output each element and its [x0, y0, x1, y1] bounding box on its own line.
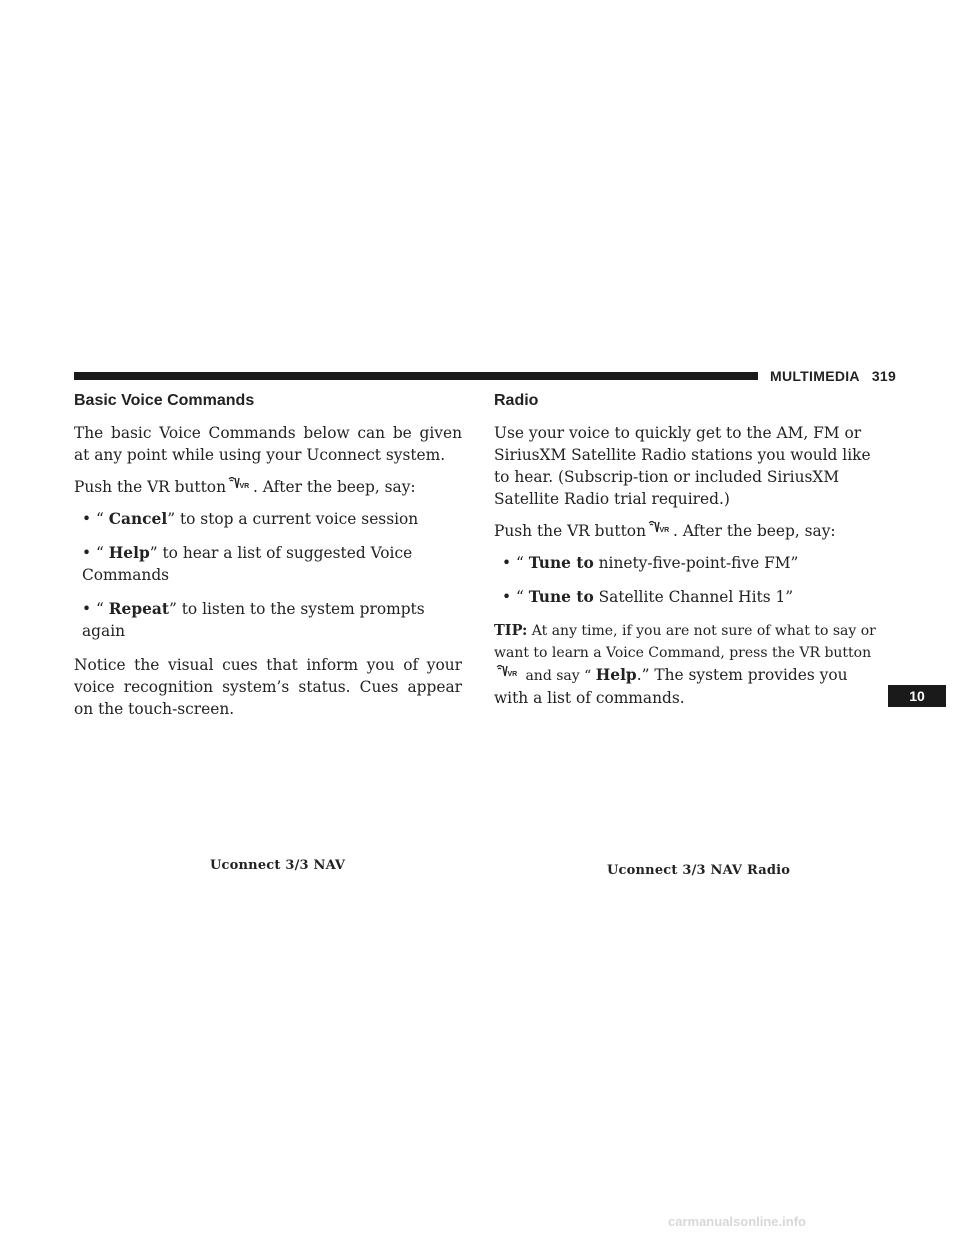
section-tab: 10 [888, 685, 946, 707]
vr-button-icon [647, 520, 671, 534]
header-rule [74, 372, 758, 380]
svg-text:VR: VR [239, 483, 250, 490]
list-item: • “ Repeat” to listen to the system prompts again [82, 600, 425, 640]
list-item: • “ Tune to ninety-five-point-five FM” [502, 554, 799, 572]
tip-label: TIP: [494, 622, 528, 639]
basic-voice-commands-heading: Basic Voice Commands [74, 392, 255, 409]
svg-text:VR: VR [659, 527, 670, 534]
command-repeat: Repeat [108, 600, 169, 618]
radio-heading: Radio [494, 392, 539, 409]
svg-text:VR: VR [507, 671, 518, 678]
right-push-instruction [494, 520, 882, 542]
page-number: 319 [871, 368, 897, 384]
figure-caption-uconnect-nav-radio: Uconnect 3/3 NAV Radio [607, 863, 791, 878]
command-tune-to: Tune to [528, 588, 594, 606]
left-intro: The basic Voice Commands below can be given at any point while using your Uconnect system. [74, 424, 462, 464]
section-title: MULTIMEDIA [770, 368, 860, 384]
footer-watermark: carmanualsonline.info [668, 1214, 806, 1229]
list-item: • “ Cancel” to stop a current voice session [82, 510, 419, 528]
left-push-instruction [74, 476, 462, 498]
help-command: Help [595, 666, 637, 684]
push-after-text: . After the beep, say: [252, 478, 416, 496]
left-notice: Notice the visual cues that inform you of your voice recognition system’s status. Cues appear on the touch-screen. [74, 656, 462, 718]
left-command-list [74, 508, 462, 642]
figure-caption-uconnect-nav: Uconnect 3/3 NAV [210, 858, 346, 873]
left-column [74, 392, 462, 730]
command-tune-to: Tune to [528, 554, 594, 572]
command-cancel: Cancel [108, 510, 168, 528]
list-item: • “ Tune to Satellite Channel Hits 1” [502, 588, 794, 606]
vr-button-icon [227, 476, 251, 490]
right-command-list [494, 552, 882, 608]
right-intro: Use your voice to quickly get to the AM, FM or SiriusXM Satellite Radio stations you would like to hear. (Subscrip-tion or included SiriusXM Satellite Radio trial required.) [494, 424, 871, 508]
push-text: Push the VR button [74, 478, 226, 496]
push-text: Push the VR button [494, 522, 646, 540]
list-item: • “ Help” to hear a list of suggested Voice Commands [82, 544, 413, 584]
command-help: Help [108, 544, 150, 562]
vr-button-icon [495, 664, 519, 678]
right-column [494, 392, 882, 720]
tip-paragraph: TIP: At any time, if you are not sure of what to say or want to learn a Voice Command, press the VR button VR and say “ Help.” The system provides you with a list of commands. [494, 622, 876, 707]
push-after-text: . After the beep, say: [672, 522, 836, 540]
running-header [770, 368, 896, 384]
